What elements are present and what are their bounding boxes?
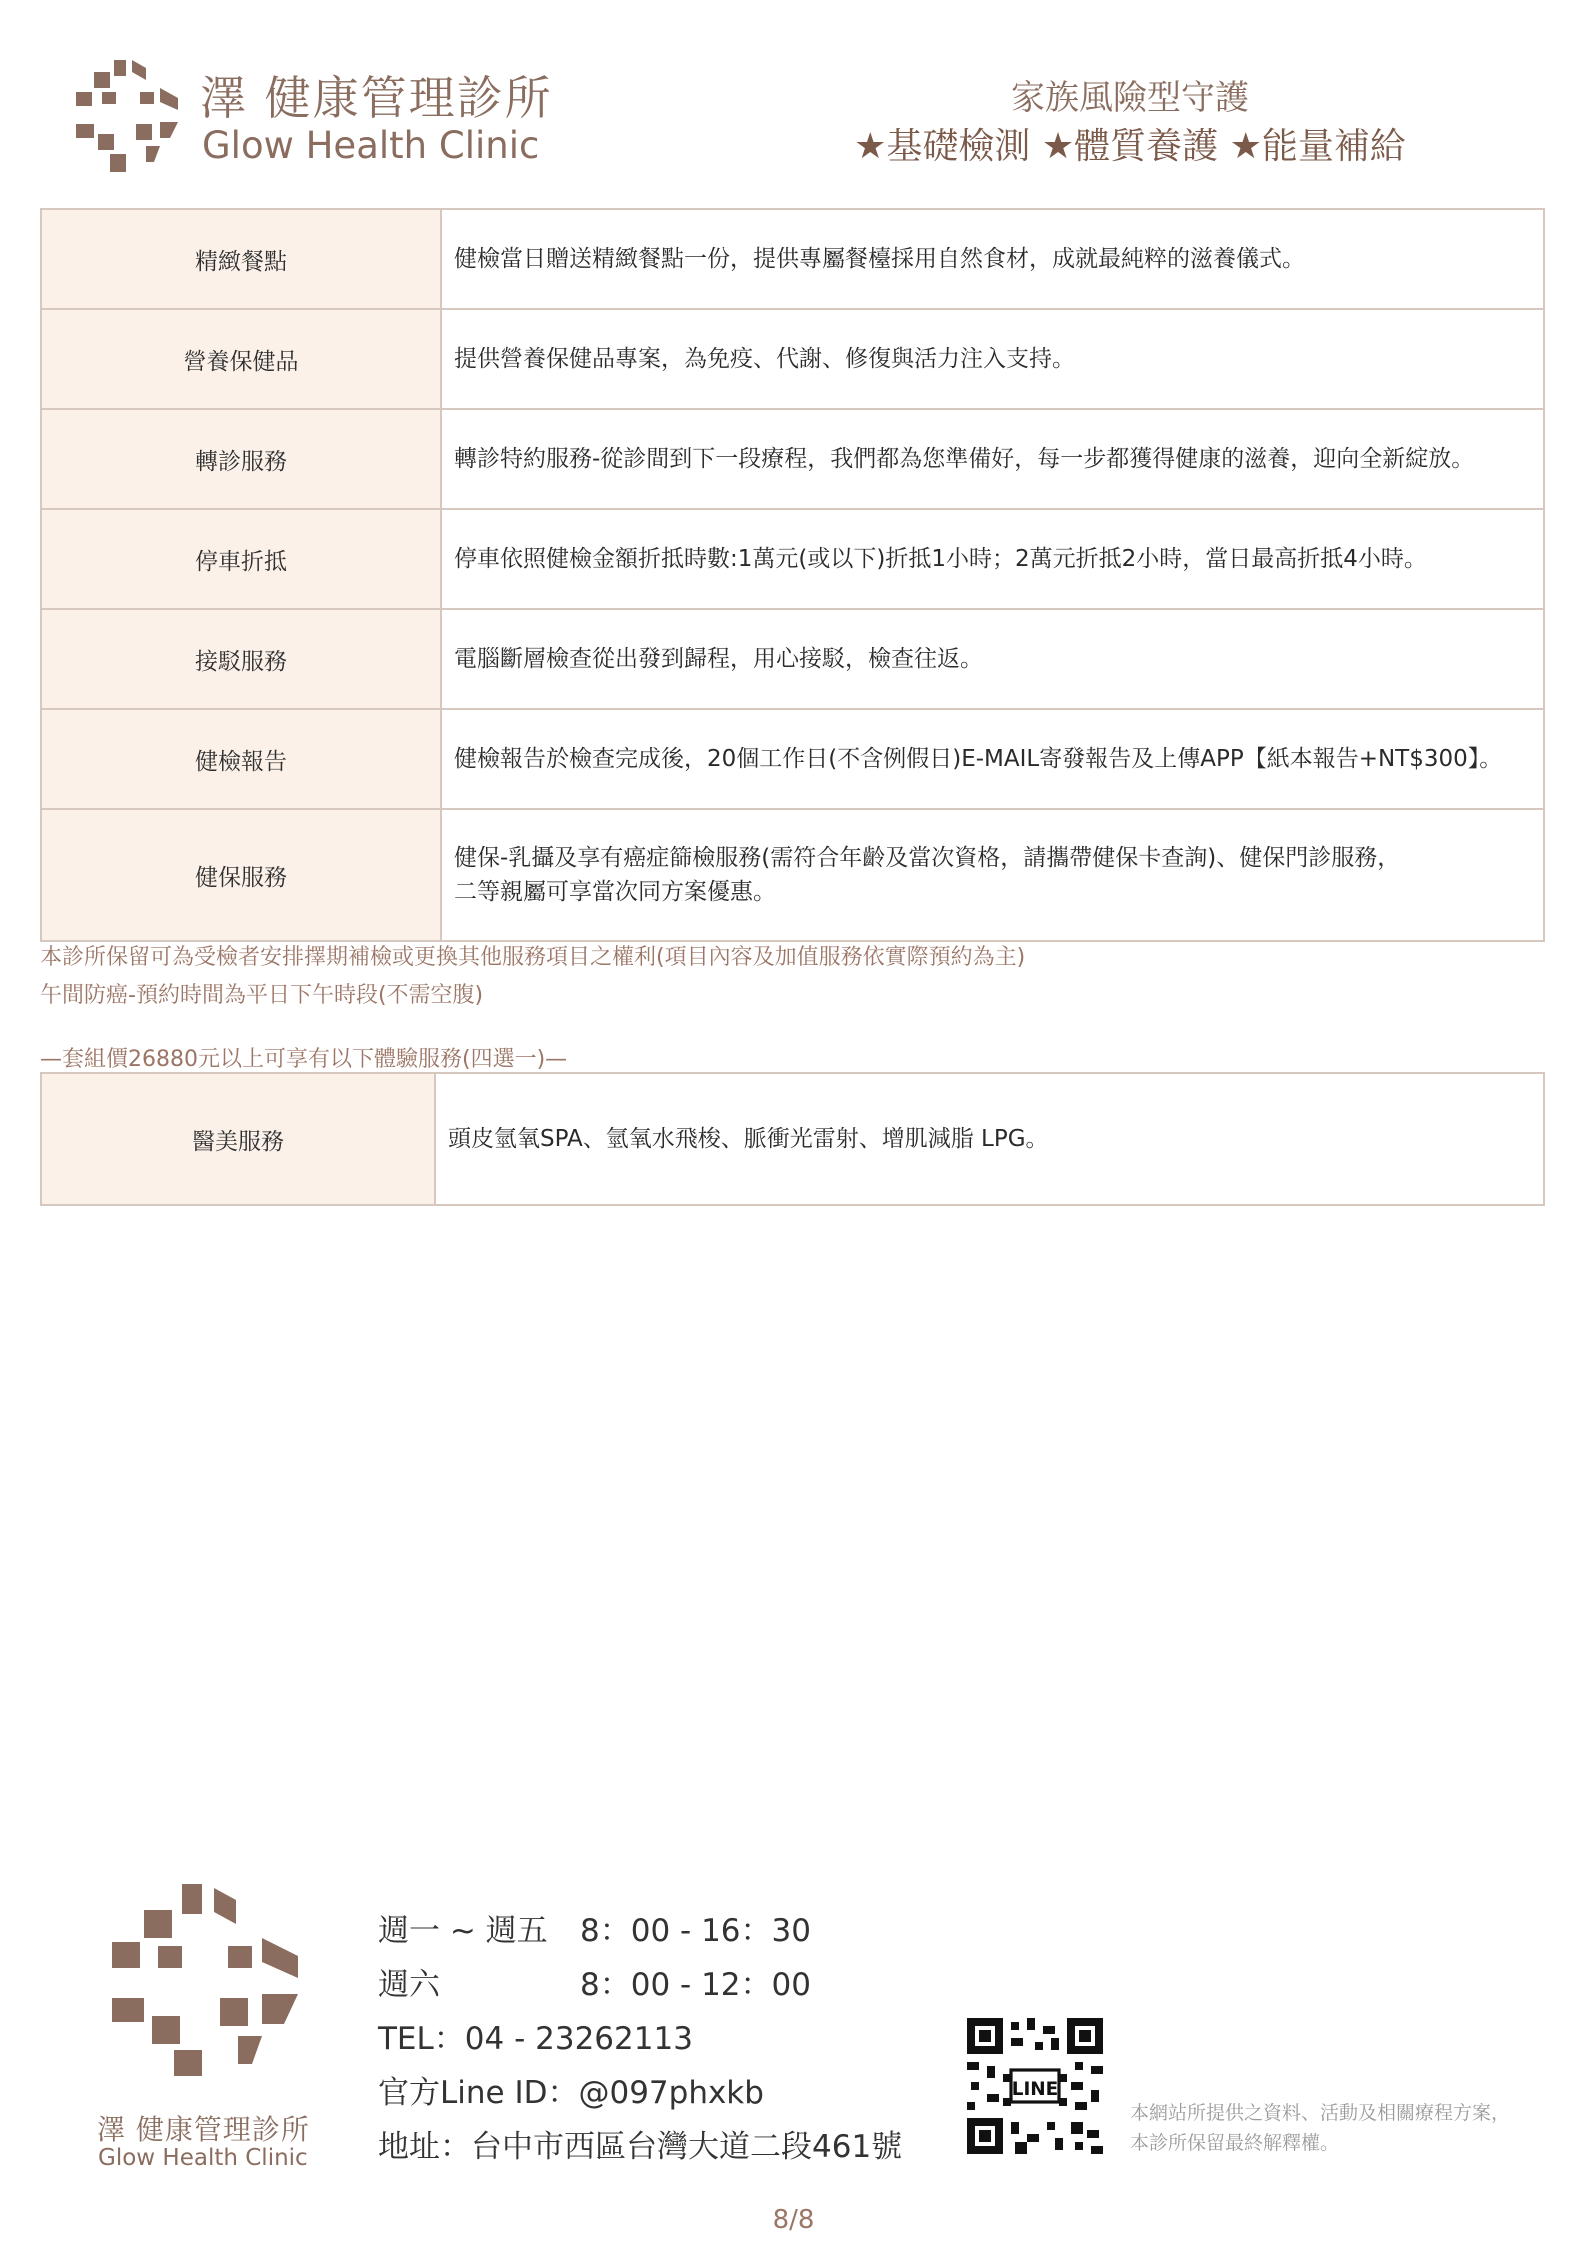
service-desc: 轉診特約服務-從診間到下一段療程，我們都為您準備好，每一步都獲得健康的滋養，迎向全新綻放。 xyxy=(441,409,1544,509)
service-desc-line: 二等親屬可享當次同方案優惠。 xyxy=(454,879,776,905)
footer-logo-icon xyxy=(110,1882,300,2077)
tel: TEL：04 - 23262113 xyxy=(378,2021,693,2057)
service-desc: 健檢當日贈送精緻餐點一份，提供專屬餐檯採用自然食材，成就最純粹的滋養儀式。 xyxy=(441,209,1544,309)
brand-name-zh: 澤 健康管理診所 xyxy=(200,71,553,125)
line-qr-code-icon xyxy=(967,2018,1103,2154)
weekday-hours-row xyxy=(378,1905,898,1950)
service-label: 轉診服務 xyxy=(41,409,441,509)
table-row xyxy=(41,409,1544,509)
service-desc xyxy=(441,809,1544,941)
address: 地址：台中市西區台灣大道二段461號 xyxy=(378,2129,903,2165)
table-row xyxy=(41,709,1544,809)
extra-service-desc: 頭皮氫氧SPA、氫氧水飛梭、脈衝光雷射、增肌減脂 LPG。 xyxy=(435,1073,1544,1205)
saturday-label: 週六 xyxy=(378,1967,440,2003)
disclaimer-line-2: 本診所保留最終解釋權。 xyxy=(1130,2132,1340,2154)
disclaimer-line-1: 本網站所提供之資料、活動及相關療程方案， xyxy=(1130,2102,1511,2124)
line-id: 官方Line ID：@097phxkb xyxy=(378,2075,764,2111)
service-desc: 提供營養保健品專案，為免疫、代謝、修復與活力注入支持。 xyxy=(441,309,1544,409)
service-desc: 健檢報告於檢查完成後，20個工作日(不含例假日)E-MAIL寄發報告及上傳APP【紙本報告+NT$300】。 xyxy=(441,709,1544,809)
footer-brand-en: Glow Health Clinic xyxy=(98,2145,308,2171)
service-label: 健檢報告 xyxy=(41,709,441,809)
saturday-hours-row xyxy=(378,1959,898,2004)
table-row xyxy=(41,809,1544,941)
brand-name-en: Glow Health Clinic xyxy=(202,124,540,167)
service-desc-line: 健保-乳攝及享有癌症篩檢服務(需符合年齡及當次資格，請攜帶健保卡查詢)、健保門診服務， xyxy=(454,845,1401,871)
table-row xyxy=(41,609,1544,709)
table-row xyxy=(41,309,1544,409)
clinic-logo-icon xyxy=(74,58,182,174)
table-row xyxy=(41,1073,1544,1205)
noon-note: 午間防癌-預約時間為平日下午時段(不需空腹) xyxy=(40,983,484,1008)
extra-service-label: 醫美服務 xyxy=(41,1073,435,1205)
plan-subtitle: ★基礎檢測 ★體質養護 ★能量補給 xyxy=(854,126,1406,167)
service-label: 停車折抵 xyxy=(41,509,441,609)
extra-service-table xyxy=(40,1072,1545,1206)
weekday-hours: 8：00 - 16：30 xyxy=(580,1913,811,1949)
service-desc: 停車依照健檢金額折抵時數:1萬元(或以下)折抵1小時；2萬元折抵2小時，當日最高折抵4小時。 xyxy=(441,509,1544,609)
service-label: 精緻餐點 xyxy=(41,209,441,309)
saturday-hours: 8：00 - 12：00 xyxy=(580,1967,811,2003)
service-label: 接駁服務 xyxy=(41,609,441,709)
svg-text:LINE: LINE xyxy=(1011,2078,1059,2100)
service-desc: 電腦斷層檢查從出發到歸程，用心接駁，檢查往返。 xyxy=(441,609,1544,709)
reserve-note: 本診所保留可為受檢者安排擇期補檢或更換其他服務項目之權利(項目內容及加值服務依實際預約為主) xyxy=(40,945,1026,970)
services-table xyxy=(40,208,1545,942)
page-number: 8/8 xyxy=(772,2205,815,2235)
table-row xyxy=(41,209,1544,309)
table-row xyxy=(41,509,1544,609)
package-note: —套組價26880元以上可享有以下體驗服務(四選一)— xyxy=(40,1047,568,1072)
plan-tagline: 家族風險型守護 xyxy=(1011,78,1249,118)
service-label: 營養保健品 xyxy=(41,309,441,409)
service-label: 健保服務 xyxy=(41,809,441,941)
footer-brand-zh: 澤 健康管理診所 xyxy=(97,2113,310,2146)
weekday-label: 週一 ~ 週五 xyxy=(378,1913,548,1949)
